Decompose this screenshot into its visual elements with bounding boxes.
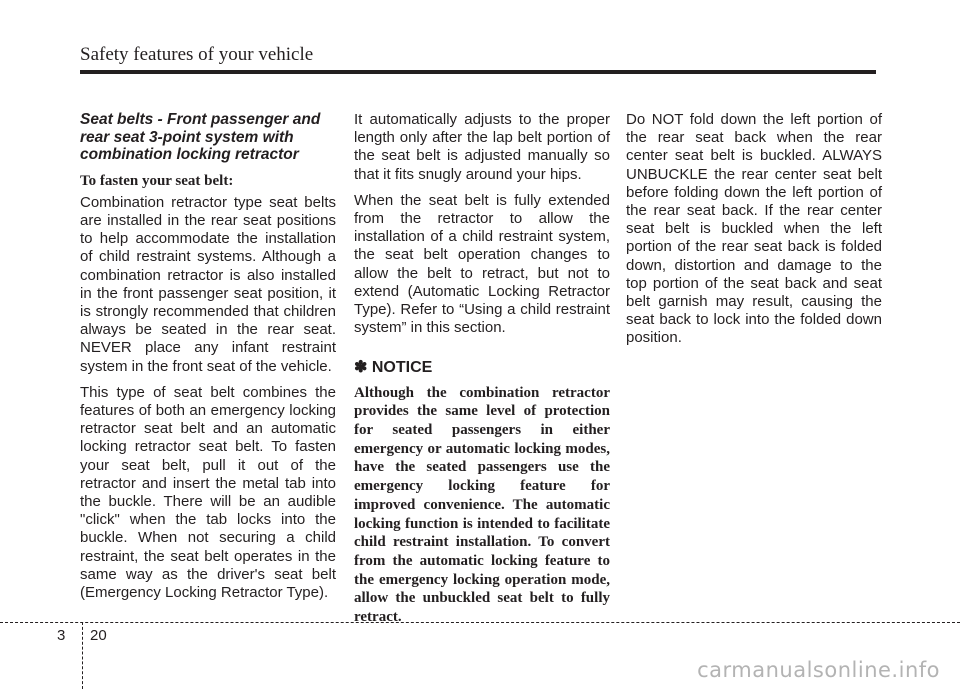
- chapter-number: 3: [57, 627, 66, 644]
- sub-heading: To fasten your seat belt:: [80, 172, 234, 189]
- paragraph: Combination retractor type seat belts are installed in the rear seat positions to help accommodate the installation of child restraint systems. Although a combination retractor is also installed in the front passenger seat position, it is strongly recommended that children always be seated in the rear seat. NEVER place any infant restraint system in the front seat of the vehicle.: [80, 193, 336, 375]
- watermark: carmanualsonline.info: [697, 658, 940, 682]
- paragraph: It automatically adjusts to the proper length only after the lap belt portion of the seat belt is adjusted manually so that it fits snugly around your hips.: [354, 111, 610, 183]
- paragraph: When the seat belt is fully extended from the retractor to allow the installation of a child restraint system, the seat belt operation changes to allow the belt to retract, but not to extend (Automatic Locking Retractor Type). Refer to “Using a child restraint system” in this section.: [354, 191, 610, 337]
- footer-rule: [0, 622, 960, 623]
- text-column-2: [354, 111, 610, 635]
- paragraph: This type of seat belt combines the features of both an emergency locking retractor seat belt and an automatic locking retractor seat belt. To fasten your seat belt, pull it out of the retractor and insert the metal tab into the buckle. There will be an audible "click" when the tab locks into the buckle. When not securing a child restraint, the seat belt operates in the same way as the driver's seat belt (Emergency Locking Retractor Type).: [80, 383, 336, 601]
- page-number: 20: [90, 627, 107, 644]
- text-column-1: [80, 111, 336, 610]
- section-heading: Seat belts - Front passenger and rear seat 3-point system with combination locking retractor: [80, 111, 321, 163]
- header-rule: [80, 70, 876, 74]
- notice-heading: ✽ NOTICE: [354, 359, 433, 377]
- text-column-3: [626, 111, 882, 356]
- footer-divider: [82, 622, 83, 689]
- paragraph: Do NOT fold down the left portion of the rear seat back when the rear center seat belt is buckled. ALWAYS UNBUCKLE the rear center seat belt before folding down the left portion of the rear seat back. If the rear center seat belt is buckled when the left portion of the rear seat back is folded down, distortion and damage to the top portion of the seat back and seat belt garnish may result, causing the seat back to lock into the folded down position.: [626, 111, 882, 347]
- notice-body: Although the combination retractor provides the same level of protection for seated passengers in either emergency or automatic locking modes, have the seated passengers use the emergency locking feature for improved convenience. The automatic locking function is intended to facilitate child restraint installation. To convert from the automatic locking feature to the emergency locking operation mode, allow the unbuckled seat belt to fully retract.: [354, 384, 610, 626]
- page-header-title: Safety features of your vehicle: [80, 44, 314, 65]
